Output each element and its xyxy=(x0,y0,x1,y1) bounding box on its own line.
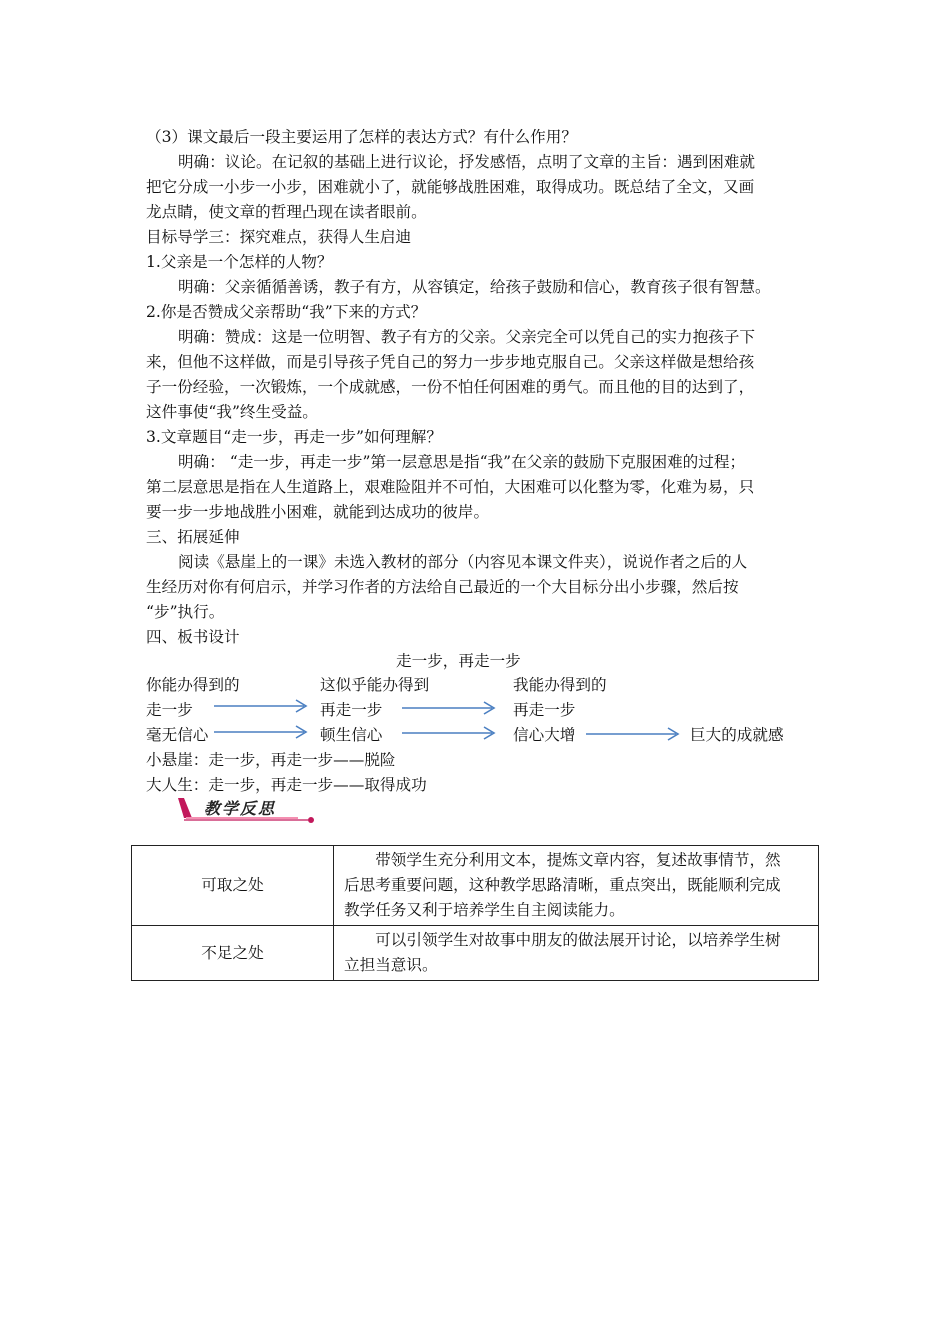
row-content-line: 带领学生充分利用文本，提炼文章内容，复述故事情节，然 xyxy=(375,851,781,869)
board-summary-2: 大人生：走一步，再走一步——取得成功 xyxy=(146,776,427,794)
row-content-line: 后思考重要问题，这种教学思路清晰，重点突出，既能顺利完成 xyxy=(344,876,781,894)
table-row xyxy=(132,926,819,981)
goal-3-answer-2-line: 子一份经验，一次锻炼，一个成就感，一份不怕任何困难的勇气。而且他的目的达到了， xyxy=(146,378,755,396)
goal-3-answer-2-line: 明确：赞成：这是一位明智、教子有方的父亲。父亲完全可以凭自己的实力抱孩子下 xyxy=(178,328,755,346)
reflection-banner-title: 教学反思 xyxy=(204,799,277,818)
goal-3-answer-3-line: 明确： “走一步，再走一步”第一层意思是指“我”在父亲的鼓励下克服困难的过程； xyxy=(178,453,746,471)
answer-3-line: 把它分成一小步一小步，困难就小了，就能够战胜困难，取得成功。既总结了全文，又画 xyxy=(146,178,755,196)
extension-heading: 三、拓展延伸 xyxy=(146,528,240,546)
table-row xyxy=(132,846,819,926)
board-col3-row1: 我能办得到的 xyxy=(513,676,607,694)
goal-3-answer-3-line: 要一步一步地战胜小困难，就能到达成功的彼岸。 xyxy=(146,503,490,521)
row-content-line: 立担当意识。 xyxy=(344,956,438,974)
answer-3-line: 明确：议论。在记叙的基础上进行议论，抒发感悟，点明了文章的主旨：遇到困难就 xyxy=(178,153,755,171)
row-label: 不足之处 xyxy=(132,926,334,981)
board-col3-row2: 再走一步 xyxy=(513,701,576,719)
goal-3-heading: 目标导学三：探究难点，获得人生启迪 xyxy=(146,228,412,246)
row-content xyxy=(334,926,819,981)
board-center-title: 走一步，再走一步 xyxy=(396,652,521,670)
row-label: 可取之处 xyxy=(132,846,334,926)
board-col2-row2: 再走一步 xyxy=(320,701,383,719)
arrow-icon xyxy=(212,698,312,714)
board-summary-1: 小悬崖：走一步，再走一步——脱险 xyxy=(146,751,396,769)
board-col2-row1: 这似乎能办得到 xyxy=(320,676,430,694)
arrow-icon xyxy=(400,725,500,741)
board-heading: 四、板书设计 xyxy=(146,628,240,646)
reflection-table xyxy=(131,845,819,981)
goal-3-answer-1: 明确：父亲循循善诱，教子有方，从容镇定，给孩子鼓励和信心，教育孩子很有智慧。 xyxy=(178,278,771,296)
extension-line: “步”执行。 xyxy=(146,603,225,621)
goal-3-answer-2-line: 这件事使“我”终生受益。 xyxy=(146,403,318,421)
extension-line: 生经历对你有何启示，并学习作者的方法给自己最近的一个大目标分出小步骤，然后按 xyxy=(146,578,739,596)
goal-3-question-2: 2.你是否赞成父亲帮助“我”下来的方式？ xyxy=(146,303,427,321)
goal-3-answer-3-line: 第二层意思是指在人生道路上，艰难险阻并不可怕，大困难可以化整为零，化难为易，只 xyxy=(146,478,755,496)
board-col1-row3: 毫无信心 xyxy=(146,726,209,744)
arrow-icon xyxy=(400,700,500,716)
extension-line: 阅读《悬崖上的一课》未选入教材的部分（内容见本课文件夹），说说作者之后的人 xyxy=(178,553,748,571)
board-col3-row3: 信心大增 xyxy=(513,726,576,744)
goal-3-question-3: 3.文章题目“走一步，再走一步”如何理解？ xyxy=(146,428,442,446)
row-content xyxy=(334,846,819,926)
reflection-banner xyxy=(178,796,318,830)
question-3: （3）课文最后一段主要运用了怎样的表达方式？有什么作用？ xyxy=(146,128,577,146)
board-col1-row2: 走一步 xyxy=(146,701,193,719)
arrow-icon xyxy=(584,726,684,742)
arrow-icon xyxy=(212,724,312,740)
answer-3-line: 龙点睛，使文章的哲理凸现在读者眼前。 xyxy=(146,203,427,221)
board-col2-row3: 顿生信心 xyxy=(320,726,383,744)
goal-3-question-1: 1.父亲是一个怎样的人物？ xyxy=(146,253,333,271)
goal-3-answer-2-line: 来，但他不这样做，而是引导孩子凭自己的努力一步步地克服自己。父亲这样做是想给孩 xyxy=(146,353,755,371)
board-final: 巨大的成就感 xyxy=(690,726,784,744)
row-content-line: 教学任务又利于培养学生自主阅读能力。 xyxy=(344,901,625,919)
board-col1-row1: 你能办得到的 xyxy=(146,676,240,694)
row-content-line: 可以引领学生对故事中朋友的做法展开讨论，以培养学生树 xyxy=(375,931,781,949)
